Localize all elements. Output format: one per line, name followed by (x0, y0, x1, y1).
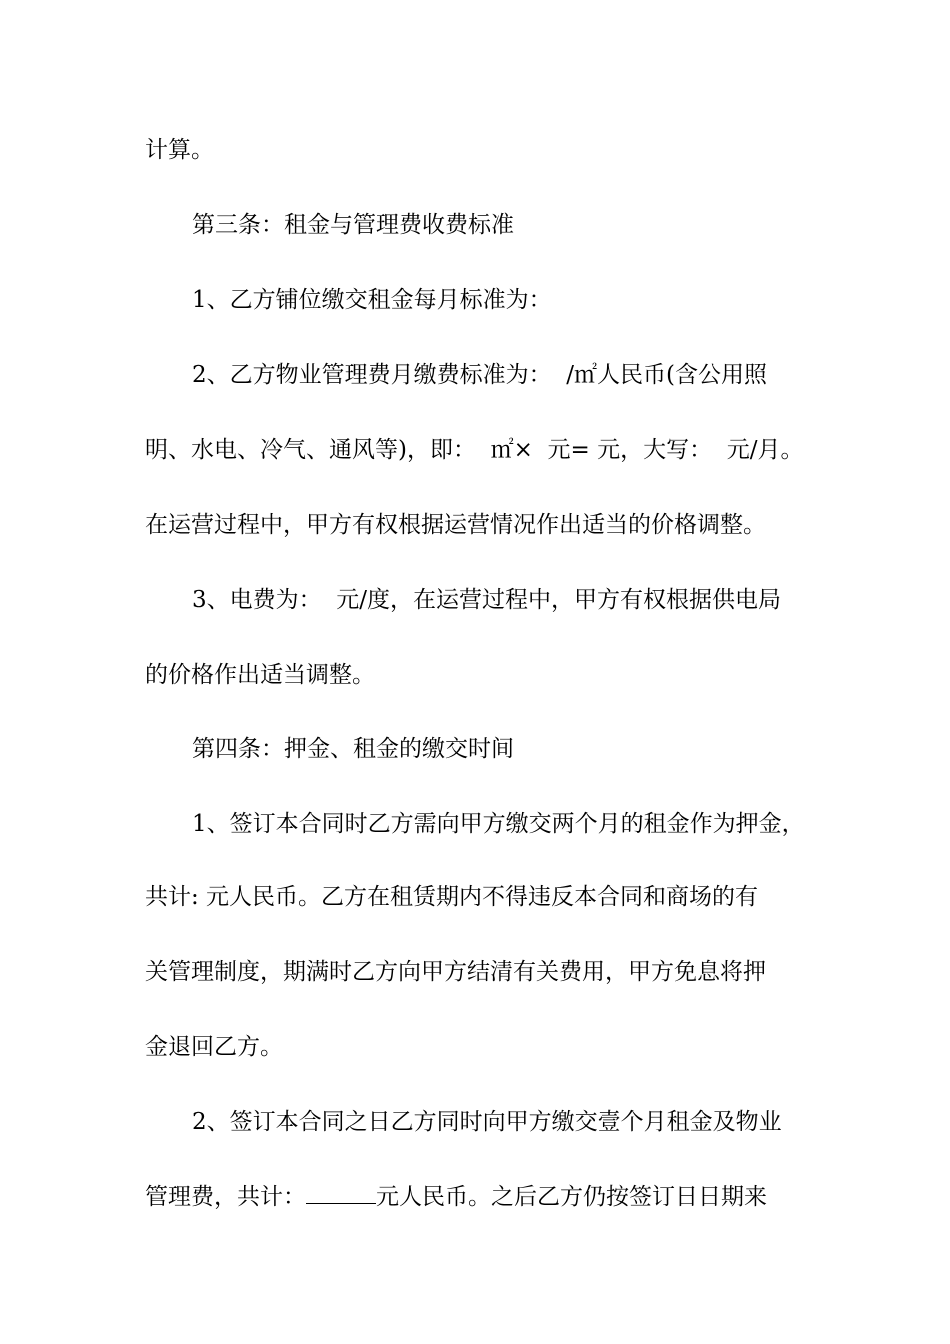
paragraph-line: 在运营过程中，甲方有权根据运营情况作出适当的价格调整。 (145, 512, 766, 538)
paragraph-line: 金退回乙方。 (145, 1034, 283, 1060)
paragraph-line: 1、签订本合同时乙方需向甲方缴交两个月的租金作为押金， (192, 811, 805, 837)
section-heading-4: 第四条：押金、租金的缴交时间 (192, 736, 514, 762)
paragraph-line: 共计: 元人民币。乙方在租赁期内不得违反本合同和商场的有 (145, 884, 759, 910)
paragraph-line: 2、乙方物业管理费月缴费标准为： /㎡人民币(含公用照 (192, 362, 767, 388)
paragraph-line: 关管理制度，期满时乙方向甲方结清有关费用，甲方免息将押 (145, 959, 766, 985)
line-end: 元人民币。之后乙方仍按签订日日期来 (376, 1184, 767, 1210)
paragraph-line: 1、乙方铺位缴交租金每月标准为： (192, 287, 552, 313)
paragraph-line: 计算。 (145, 137, 214, 163)
line-start: 管理费，共计： (145, 1184, 306, 1210)
paragraph-line: 2、签订本合同之日乙方同时向甲方缴交壹个月租金及物业 (192, 1109, 782, 1135)
fill-in-blank (306, 1183, 376, 1204)
paragraph-line (145, 1177, 835, 1217)
paragraph-line: 3、电费为： 元/度，在运营过程中，甲方有权根据供电局 (192, 587, 782, 613)
section-heading-3: 第三条：租金与管理费收费标准 (192, 212, 514, 238)
paragraph-line: 明、水电、冷气、通风等)，即： ㎡× 元= 元，大写： 元/月。 (145, 437, 804, 463)
paragraph-line: 的价格作出适当调整。 (145, 662, 375, 688)
